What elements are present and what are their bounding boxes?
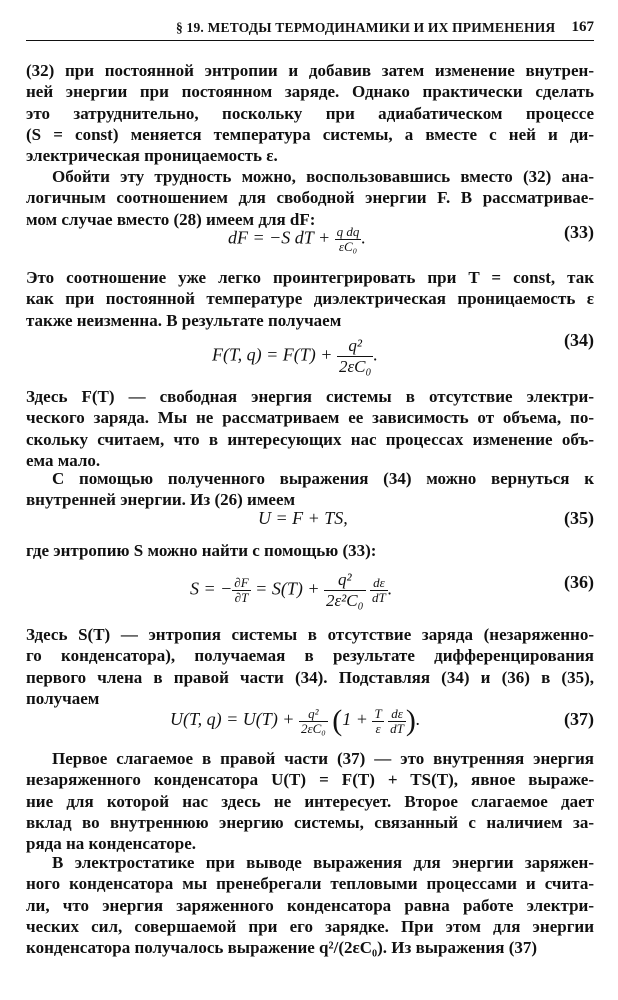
text-line: первого члена в правой части (34). Подставляя (34) и (36) в (35), <box>26 667 594 687</box>
eq34-numerator: q² <box>337 336 373 357</box>
equation-35 <box>258 508 348 529</box>
eq33-tail: . <box>361 227 366 248</box>
eq34-lhs: F(T, q) = F(T) + <box>212 344 333 365</box>
text-line: также неизменна. В результате получаем <box>26 310 342 330</box>
text-line: конденсатора получалось выражение q²/(2εC₀). Из выражения (37) <box>26 938 538 958</box>
eq34-fraction <box>337 336 373 377</box>
eq37-fraction-2 <box>372 707 383 736</box>
text-line: мом случае вместо (28) имеем для dF: <box>26 209 316 229</box>
equation-34 <box>212 336 378 377</box>
text-line: вклад во внутреннюю энергию системы, связанный с наличием за- <box>26 812 594 832</box>
text-line: скольку считаем, что в интересующих нас процессах изменение объ- <box>26 429 594 449</box>
eq37-tail: . <box>415 709 421 730</box>
eq37-paren-close: ) <box>405 704 416 737</box>
text-line: го конденсатора), получаемая в результате дифференцирования <box>26 646 594 666</box>
eq33-lhs: dF = −S dT + <box>228 227 331 248</box>
page-number: 167 <box>571 19 594 35</box>
eq37-lhs: U(T, q) = U(T) + <box>170 709 295 730</box>
paragraph-5 <box>26 468 594 511</box>
text-line: ряда на конденсаторе. <box>26 834 197 854</box>
text-line: незаряженного конденсатора U(T) = F(T) + TS(T), явное выраже- <box>26 770 594 790</box>
text-line: как при постоянной температуре диэлектрическая проницаемость ε <box>26 289 594 309</box>
text-line: ема мало. <box>26 450 101 470</box>
text-line: (S = const) меняется температура системы, а вместе с ней и ди- <box>26 124 594 144</box>
text-line: это затруднительно, поскольку при адиабатическом процессе <box>26 103 594 123</box>
text-line: Обойти эту трудность можно, воспользовавшись вместо (32) ана- <box>52 167 594 186</box>
paragraph-1 <box>26 60 594 166</box>
page-header <box>26 16 594 41</box>
text-line: ние для которой нас здесь не интересует. Второе слагаемое дает <box>26 791 594 811</box>
text-line: В электростатике при выводе выражения для энергии заряжен- <box>52 853 594 872</box>
eq36-f2-numerator: q² <box>324 570 366 591</box>
eq36-mid: = S(T) + <box>255 578 320 599</box>
eq37-f1-denominator: 2εC₀ <box>300 720 326 736</box>
text-line: электрическая проницаемость ε. <box>26 146 278 166</box>
text-line: Здесь F(T) — свободная энергия системы в отсутствие электри- <box>26 387 594 406</box>
equation-36 <box>190 570 392 611</box>
paragraph-6 <box>26 540 594 561</box>
equation-number-35: (35) <box>564 508 594 528</box>
eq37-f2-numerator: T <box>374 705 382 721</box>
eq36-f1-numerator: ∂F <box>234 575 249 590</box>
eq36-fraction-1 <box>232 576 250 605</box>
eq36-f1-denominator: ∂T <box>234 590 249 605</box>
eq33-numerator: q dq <box>336 224 360 239</box>
eq37-f2-denominator: ε <box>375 720 381 736</box>
eq36-lhs: S = − <box>190 578 233 599</box>
eq37-one-plus: 1 + <box>342 709 368 730</box>
equation-number-34: (34) <box>564 330 594 350</box>
eq34-denominator: 2εC₀ <box>338 357 372 376</box>
paragraph-2 <box>26 166 594 230</box>
eq37-paren-open: ( <box>332 704 343 737</box>
eq36-f3-denominator: dT <box>372 590 386 605</box>
text-line: ного конденсатора мы пренебрегали тепловыми процессами и счита- <box>26 874 594 894</box>
text-line: внутренней энергии. Из (26) имеем <box>26 490 296 510</box>
text-line: ли, что энергия заряженного конденсатора равна работе электри- <box>26 895 594 915</box>
eq37-fraction-1 <box>299 707 328 736</box>
eq36-fraction-3 <box>370 576 388 605</box>
paragraph-8 <box>26 748 594 854</box>
text-line: С помощью полученного выражения (34) можно вернуться к <box>52 469 594 488</box>
text-line: Здесь S(T) — энтропия системы в отсутствие заряда (незаряженно- <box>26 625 594 644</box>
text-line: где энтропию S можно найти с помощью (33): <box>26 541 377 560</box>
paragraph-7 <box>26 624 594 709</box>
text-line: получаем <box>26 688 100 708</box>
eq36-tail: . <box>387 578 393 599</box>
eq35-text: U = F + TS, <box>258 508 348 528</box>
eq34-tail: . <box>373 344 378 365</box>
text-line: (32) при постоянной энтропии и добавив затем изменение внутрен- <box>26 61 594 80</box>
paragraph-3 <box>26 267 594 331</box>
text-line: Это соотношение уже легко проинтегрировать при T = const, так <box>26 268 594 287</box>
eq37-f3-denominator: dT <box>390 720 404 736</box>
equation-number-37: (37) <box>564 709 594 729</box>
equation-33 <box>228 225 366 254</box>
text-line: ческого заряда. Мы не рассматриваем ее зависимость от объема, по- <box>26 408 594 428</box>
eq37-f1-numerator: q² <box>299 707 328 722</box>
equation-number-36: (36) <box>564 572 594 592</box>
eq36-fraction-2 <box>324 570 366 611</box>
paragraph-4 <box>26 386 594 471</box>
eq36-f3-numerator: dε <box>370 576 388 591</box>
text-line: ней энергии при постоянном заряде. Однако практически сделать <box>26 82 594 102</box>
eq33-fraction <box>335 225 362 254</box>
eq37-f3-numerator: dε <box>388 707 406 722</box>
equation-number-33: (33) <box>564 222 594 242</box>
eq36-f2-denominator: 2ε²C₀ <box>325 591 364 610</box>
running-title: § 19. МЕТОДЫ ТЕРМОДИНАМИКИ И ИХ ПРИМЕНЕНИЯ <box>176 20 556 35</box>
text-line: Первое слагаемое в правой части (37) — это внутренняя энергия <box>52 749 594 768</box>
equation-37 <box>170 704 420 738</box>
paragraph-9 <box>26 852 594 958</box>
eq37-fraction-3 <box>388 707 406 736</box>
eq33-denominator: εC₀ <box>338 239 358 254</box>
text-line: логичным соотношением для свободной энергии F. В рассматривае- <box>26 188 594 208</box>
text-line: ческих сил, совершаемой при его зарядке. При этом для энергии <box>26 916 594 936</box>
